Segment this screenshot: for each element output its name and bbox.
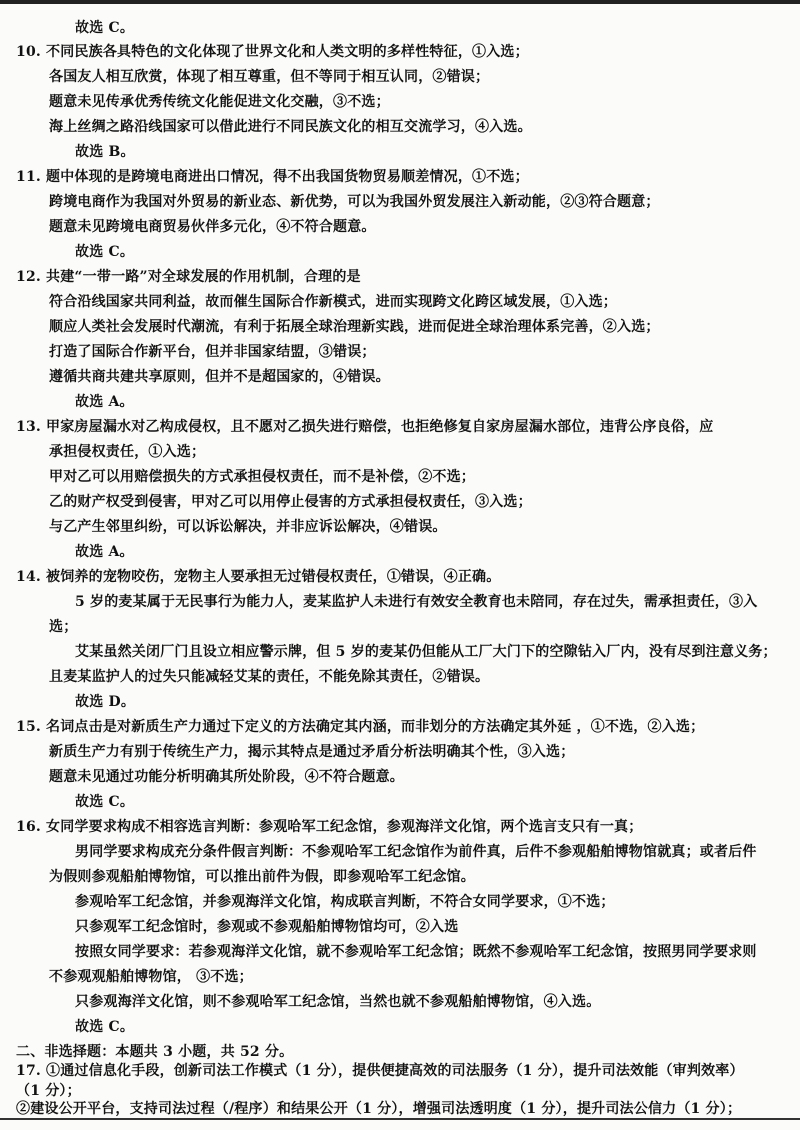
section-heading: 二、非选择题：本题共 3 小题，共 52 分。 [16, 1044, 294, 1060]
text-line: 且麦某监护人的过失只能减轻艾某的责任，不能免除其责任，②错误。 [49, 669, 490, 685]
text-line: 参观哈军工纪念馆，并参观海洋文化馆，构成联言判断，不符合女同学要求，①不选； [75, 894, 615, 910]
text-line: 打造了国际合作新平台，但并非国家结盟，③错误； [49, 344, 376, 360]
text-line: 按照女同学要求：若参观海洋文化馆，就不参观哈军工纪念馆；既然不参观哈军工纪念馆，按照男同学要求则 [75, 944, 757, 960]
text-line: 跨境电商作为我国对外贸易的新业态、新优势，可以为我国外贸发展注入新动能，②③符合题意； [49, 194, 660, 210]
text-line: 11. 题中体现的是跨境电商进出口情况，得不出我国货物贸易顺差情况，①不选； [16, 169, 529, 185]
top-border-line [0, 0, 800, 4]
text-line: 16. 女同学要求构成不相容选言判断：参观哈军工纪念馆，参观海洋文化馆，两个选言支只有一真； [16, 819, 643, 835]
text-line: 10. 不同民族各具特色的文化体现了世界文化和人类文明的多样性特征，①入选； [16, 44, 529, 60]
text-line: 题意未见传承优秀传统文化能促进文化交融，③不选； [49, 94, 390, 110]
text-line: 故选 A。 [75, 544, 134, 560]
text-line: 题意未见跨境电商贸易伙伴多元化，④不符合题意。 [49, 219, 376, 235]
text-line: 故选 A。 [75, 394, 134, 410]
bottom-border-line [0, 1118, 800, 1120]
text-line: 与乙产生邻里纠纷，可以诉讼解决，并非应诉讼解决，④错误。 [49, 519, 447, 535]
text-line: ②建设公开平台，支持司法过程（/程序）和结果公开（1 分），增强司法透明度（1 分），提升司法公信力（1 分）； [16, 1101, 742, 1117]
text-line: 17. ①通过信息化手段，创新司法工作模式（1 分），提供便捷高效的司法服务（1 分），提升司法效能（审判效率） [16, 1063, 744, 1079]
text-line: 顺应人类社会发展时代潮流，有利于拓展全球治理新实践，进而促进全球治理体系完善，②入选； [49, 319, 660, 335]
text-line: 各国友人相互欣赏，体现了相互尊重，但不等同于相互认同，②错误； [49, 69, 490, 85]
text-line: 符合沿线国家共同利益，故而催生国际合作新模式，进而实现跨文化跨区域发展，①入选； [49, 294, 617, 310]
text-line: 甲对乙可以用赔偿损失的方式承担侵权责任，而不是补偿，②不选； [49, 469, 475, 485]
text-line: 选； [49, 619, 78, 635]
text-line: 故选 C。 [75, 1019, 135, 1035]
text-line: 5 岁的麦某属于无民事行为能力人，麦某监护人未进行有效安全教育也未陪同，存在过失，需承担责任，③入 [75, 594, 758, 610]
text-line: 只参观军工纪念馆时，参观或不参观船舶博物馆均可，②入选 [75, 919, 459, 935]
text-line: 遵循共商共建共享原则，但并不是超国家的，④错误。 [49, 369, 390, 385]
text-line: 男同学要求构成充分条件假言判断：不参观哈军工纪念馆作为前件真，后件不参观船舶博物馆就真；或者后件 [75, 844, 757, 860]
text-line: 为假则参观船舶博物馆，可以推出前件为假，即参观哈军工纪念馆。 [49, 869, 475, 885]
text-line: 只参观海洋文化馆，则不参观哈军工纪念馆，当然也就不参观船舶博物馆，④入选。 [75, 994, 601, 1010]
text-line: 13. 甲家房屋漏水对乙构成侵权，且不愿对乙损失进行赔偿，也拒绝修复自家房屋漏水部位，违背公序良俗，应 [16, 419, 714, 435]
text-line: 12. 共建“一带一路”对全球发展的作用机制，合理的是 [16, 269, 361, 285]
text-line: 承担侵权责任，①入选； [49, 444, 206, 460]
text-line: 题意未见通过功能分析明确其所处阶段，④不符合题意。 [49, 769, 404, 785]
text-line: 不参观观船舶博物馆， ③不选； [49, 969, 253, 985]
text-line: 故选 D。 [75, 694, 136, 710]
text-line: 故选 C。 [75, 20, 135, 36]
text-line: 海上丝绸之路沿线国家可以借此进行不同民族文化的相互交流学习，④入选。 [49, 119, 532, 135]
text-line: 故选 C。 [75, 794, 135, 810]
text-line: 故选 B。 [75, 144, 135, 160]
text-line: 14. 被饲养的宠物咬伤，宠物主人要承担无过错侵权责任，①错误，④正确。 [16, 569, 501, 585]
text-line: 15. 名词点击是对新质生产力通过下定义的方法确定其内涵，而非划分的方法确定其外延 ，①不选，②入选； [16, 719, 705, 735]
text-line: 新质生产力有别于传统生产力，揭示其特点是通过矛盾分析法明确其个性，③入选； [49, 744, 575, 760]
text-line: 乙的财产权受到侵害，甲对乙可以用停止侵害的方式承担侵权责任，③入选； [49, 494, 532, 510]
text-line: 故选 C。 [75, 244, 135, 260]
text-line: 艾某虽然关闭厂门且设立相应警示牌，但 5 岁的麦某仍但能从工厂大门下的空隙钻入厂内，没有尽到注意义务； [75, 644, 777, 660]
text-line: （1 分）； [16, 1083, 81, 1099]
